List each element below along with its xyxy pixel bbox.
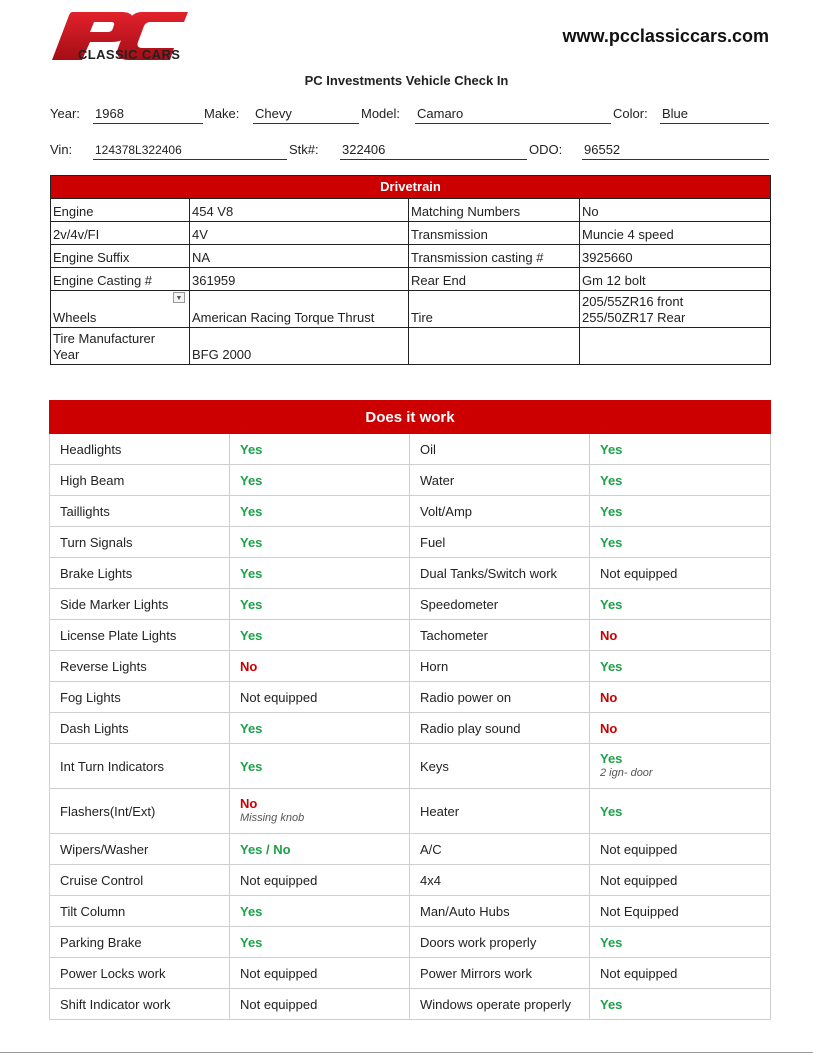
check-item-label [50, 744, 230, 789]
check-item-label [410, 682, 590, 713]
check-item-status[interactable] [590, 527, 771, 558]
table-row [50, 713, 771, 744]
check-item-label [410, 958, 590, 989]
check-item-label [50, 713, 230, 744]
cell-value[interactable]: Muncie 4 speed [580, 222, 771, 245]
check-item-label-text: Volt/Amp [420, 503, 473, 519]
check-item-label [410, 558, 590, 589]
check-item-status[interactable] [230, 865, 410, 896]
status-note: 2 ign- door [600, 767, 653, 779]
check-item-label [410, 789, 590, 834]
check-item-status[interactable] [230, 744, 410, 789]
cell-value[interactable]: American Racing Torque Thrust [190, 291, 409, 328]
check-item-status[interactable] [590, 682, 771, 713]
cell-label: Engine Casting # [51, 268, 190, 291]
color-field[interactable]: Blue [660, 106, 769, 124]
check-item-label-text: Oil [420, 441, 436, 457]
table-row [50, 496, 771, 527]
drivetrain-title: Drivetrain [51, 176, 771, 199]
check-item-label-text: Wipers/Washer [60, 841, 149, 857]
check-item-label [410, 434, 590, 465]
check-item-label-text: Int Turn Indicators [60, 758, 165, 774]
check-item-label-text: Dash Lights [60, 720, 129, 736]
table-row [50, 527, 771, 558]
check-item-status-text: Yes [600, 658, 623, 674]
does-it-work-title: Does it work [50, 401, 771, 434]
check-item-status[interactable] [230, 989, 410, 1020]
check-item-label-text: License Plate Lights [60, 627, 177, 643]
table-row [51, 245, 771, 268]
color-label: Color: [613, 106, 648, 121]
drivetrain-table [50, 175, 771, 365]
table-row [51, 291, 771, 328]
table-row [50, 896, 771, 927]
check-item-status-text: Yes [240, 503, 263, 519]
check-item-label-text: Brake Lights [60, 565, 133, 581]
check-item-status-text: Yes [240, 441, 263, 457]
check-item-status-text: Yes [240, 903, 263, 919]
check-item-label-text: Turn Signals [60, 534, 133, 550]
check-item-label [50, 589, 230, 620]
stk-label: Stk#: [289, 142, 319, 157]
logo-text: CLASSIC CARS [78, 47, 181, 62]
check-item-status[interactable] [230, 496, 410, 527]
status-note: Missing knob [240, 812, 305, 824]
check-item-status-text: No [240, 658, 258, 674]
check-item-status-text: Yes / No [240, 841, 291, 857]
check-item-status[interactable] [590, 989, 771, 1020]
check-item-status-text: Yes [600, 534, 623, 550]
cell-value[interactable]: 454 V8 [190, 199, 409, 222]
check-item-label [50, 651, 230, 682]
check-item-label [410, 620, 590, 651]
check-item-label-text: High Beam [60, 472, 125, 488]
make-field[interactable]: Chevy [253, 106, 359, 124]
check-item-label-text: Fog Lights [60, 689, 121, 705]
check-item-label [50, 620, 230, 651]
check-item-label-text: Water [420, 472, 455, 488]
check-item-status-text: Not equipped [240, 965, 318, 981]
check-item-status[interactable] [230, 465, 410, 496]
chevron-down-icon[interactable]: ▼ [173, 292, 185, 303]
year-label: Year: [50, 106, 80, 121]
page-title: PC Investments Vehicle Check In [304, 73, 509, 88]
check-item-status-text: Yes [240, 934, 263, 950]
odo-field[interactable]: 96552 [582, 142, 769, 160]
check-item-status[interactable] [230, 713, 410, 744]
make-label: Make: [204, 106, 240, 121]
check-item-status[interactable] [590, 744, 771, 789]
check-item-label-text: Side Marker Lights [60, 596, 169, 612]
table-row [50, 989, 771, 1020]
check-item-status[interactable] [230, 958, 410, 989]
cell-value[interactable]: BFG 2000 [190, 328, 409, 365]
table-row [50, 620, 771, 651]
check-item-status[interactable] [230, 589, 410, 620]
check-item-status-text: Yes [240, 758, 263, 774]
table-row [51, 222, 771, 245]
table-row [51, 268, 771, 291]
check-item-status-text: Not equipped [240, 872, 318, 888]
check-item-label-text: Power Mirrors work [420, 965, 532, 981]
cell-label: Tire [409, 291, 580, 328]
table-row [50, 651, 771, 682]
check-item-status-text: No [600, 627, 618, 643]
check-item-status[interactable] [590, 434, 771, 465]
check-item-label-text: Radio play sound [420, 720, 521, 736]
cell-value[interactable]: 3925660 [580, 245, 771, 268]
cell-value[interactable]: NA [190, 245, 409, 268]
check-item-label-text: Flashers(Int/Ext) [60, 803, 156, 819]
check-item-label-text: A/C [420, 841, 442, 857]
check-item-label-text: Tachometer [420, 627, 488, 643]
check-item-status-text: Yes [600, 996, 623, 1012]
page-divider [0, 1052, 813, 1053]
cell-label: Transmission casting # [409, 245, 580, 268]
tire-year-label: Year [53, 347, 80, 362]
check-item-status[interactable] [230, 527, 410, 558]
check-item-label [50, 958, 230, 989]
table-row [50, 834, 771, 865]
check-item-label [50, 682, 230, 713]
cell-label: Engine Suffix [51, 245, 190, 268]
check-item-label [50, 896, 230, 927]
tire-rear: 255/50ZR17 Rear [582, 310, 686, 325]
check-item-status-text: Yes [240, 534, 263, 550]
check-item-label [410, 589, 590, 620]
check-item-label [410, 651, 590, 682]
check-item-label-text: Windows operate properly [420, 996, 572, 1012]
check-item-label-text: Parking Brake [60, 934, 142, 950]
check-item-status-text: No [600, 689, 618, 705]
check-item-status-text: Yes [600, 751, 623, 766]
check-item-status-text: Not equipped [600, 841, 678, 857]
check-item-status[interactable] [230, 927, 410, 958]
check-item-status[interactable] [590, 496, 771, 527]
check-item-status[interactable] [590, 834, 771, 865]
check-item-status[interactable] [590, 558, 771, 589]
check-item-status-text: Yes [600, 596, 623, 612]
check-item-status[interactable] [590, 651, 771, 682]
table-row [51, 328, 771, 365]
table-row [50, 465, 771, 496]
check-item-label [410, 896, 590, 927]
check-item-status-text: Yes [600, 934, 623, 950]
check-item-status[interactable] [590, 713, 771, 744]
website-link[interactable]: www.pcclassiccars.com [562, 26, 769, 46]
check-item-label-text: Headlights [60, 441, 122, 457]
check-item-label-text: Power Locks work [60, 965, 166, 981]
cell-empty[interactable] [580, 328, 771, 365]
check-item-label-text: Tilt Column [60, 903, 126, 919]
check-item-label [50, 465, 230, 496]
check-item-status-text: Not equipped [600, 965, 678, 981]
check-item-status[interactable] [590, 789, 771, 834]
check-item-label-text: Fuel [420, 534, 446, 550]
table-row [50, 744, 771, 789]
table-row [51, 199, 771, 222]
check-item-status-text: No [240, 796, 258, 811]
check-item-label [50, 927, 230, 958]
check-item-status[interactable] [590, 589, 771, 620]
check-item-status[interactable] [230, 434, 410, 465]
check-item-status[interactable] [230, 558, 410, 589]
check-item-label-text: Horn [420, 658, 449, 674]
cell-label: Matching Numbers [409, 199, 580, 222]
table-row [50, 434, 771, 465]
check-item-label-text: 4x4 [420, 872, 441, 888]
cell-empty[interactable] [409, 328, 580, 365]
cell-label: 2v/4v/FI [51, 222, 190, 245]
check-item-status-text: Yes [240, 596, 263, 612]
check-item-label-text: Keys [420, 758, 449, 774]
check-item-status-text: Yes [240, 627, 263, 643]
check-item-status-text: Not equipped [600, 872, 678, 888]
check-item-label-text: Taillights [60, 503, 110, 519]
check-item-label [410, 713, 590, 744]
check-item-status[interactable] [590, 927, 771, 958]
check-item-status-text: Yes [240, 565, 263, 581]
check-item-status-text: No [600, 720, 618, 736]
check-item-status[interactable] [230, 651, 410, 682]
does-it-work-table [49, 400, 771, 1020]
check-item-status-text: Yes [600, 503, 623, 519]
table-row [50, 589, 771, 620]
check-item-label-text: Cruise Control [60, 872, 144, 888]
check-item-label [50, 496, 230, 527]
check-item-label-text: Heater [420, 803, 460, 819]
cell-label: Wheels [51, 291, 190, 328]
cell-value[interactable] [580, 291, 771, 328]
check-item-status[interactable] [590, 958, 771, 989]
cell-label [51, 328, 190, 365]
check-item-label [50, 789, 230, 834]
tire-manufacturer-label: Tire Manufacturer [53, 331, 156, 346]
check-item-label [50, 558, 230, 589]
check-item-label-text: Doors work properly [420, 934, 537, 950]
table-row [50, 682, 771, 713]
year-field[interactable]: 1968 [93, 106, 203, 124]
odo-label: ODO: [529, 142, 563, 157]
check-item-status-text: Not equipped [600, 565, 678, 581]
check-item-status-text: Not equipped [240, 996, 318, 1012]
check-item-label [410, 865, 590, 896]
check-item-status[interactable] [590, 896, 771, 927]
check-item-label-text: Radio power on [420, 689, 512, 705]
check-item-status[interactable] [590, 465, 771, 496]
check-item-label-text: Man/Auto Hubs [420, 903, 510, 919]
model-label: Model: [361, 106, 401, 121]
check-item-label [50, 527, 230, 558]
check-item-label [410, 527, 590, 558]
check-item-status[interactable] [230, 789, 410, 834]
check-item-status-text: Yes [600, 803, 623, 819]
tire-front: 205/55ZR16 front [582, 294, 684, 309]
check-item-status[interactable] [230, 682, 410, 713]
cell-label: Transmission [409, 222, 580, 245]
check-item-label [50, 989, 230, 1020]
table-row [50, 558, 771, 589]
table-row [50, 789, 771, 834]
check-item-label [50, 865, 230, 896]
vin-label: Vin: [50, 142, 73, 157]
check-item-status-text: Yes [600, 472, 623, 488]
table-row [50, 927, 771, 958]
cell-label: Engine [51, 199, 190, 222]
check-item-label [410, 989, 590, 1020]
check-item-status-text: Yes [240, 472, 263, 488]
stk-field[interactable]: 322406 [340, 142, 527, 160]
check-item-label-text: Dual Tanks/Switch work [420, 565, 558, 581]
check-item-label [410, 834, 590, 865]
check-item-label [410, 744, 590, 789]
check-item-label-text: Reverse Lights [60, 658, 147, 674]
cell-value[interactable]: 4V [190, 222, 409, 245]
cell-value[interactable]: No [580, 199, 771, 222]
check-item-status[interactable] [590, 865, 771, 896]
vin-field[interactable]: 124378L322406 [93, 142, 287, 160]
model-field[interactable]: Camaro [415, 106, 611, 124]
check-item-label [410, 465, 590, 496]
check-item-status[interactable] [230, 620, 410, 651]
check-item-status[interactable] [230, 896, 410, 927]
check-item-label-text: Speedometer [420, 596, 499, 612]
check-item-status-text: Not Equipped [600, 903, 679, 919]
table-row [50, 958, 771, 989]
check-item-label-text: Shift Indicator work [60, 996, 171, 1012]
check-item-status-text: Yes [600, 441, 623, 457]
check-item-label [410, 496, 590, 527]
check-item-status[interactable] [230, 834, 410, 865]
check-item-label [410, 927, 590, 958]
check-item-status[interactable] [590, 620, 771, 651]
cell-label: Rear End [409, 268, 580, 291]
check-item-label [50, 434, 230, 465]
table-row [50, 865, 771, 896]
cell-value[interactable]: 361959 [190, 268, 409, 291]
check-item-label [50, 834, 230, 865]
check-item-status-text: Yes [240, 720, 263, 736]
check-item-status-text: Not equipped [240, 689, 318, 705]
cell-value[interactable]: Gm 12 bolt [580, 268, 771, 291]
